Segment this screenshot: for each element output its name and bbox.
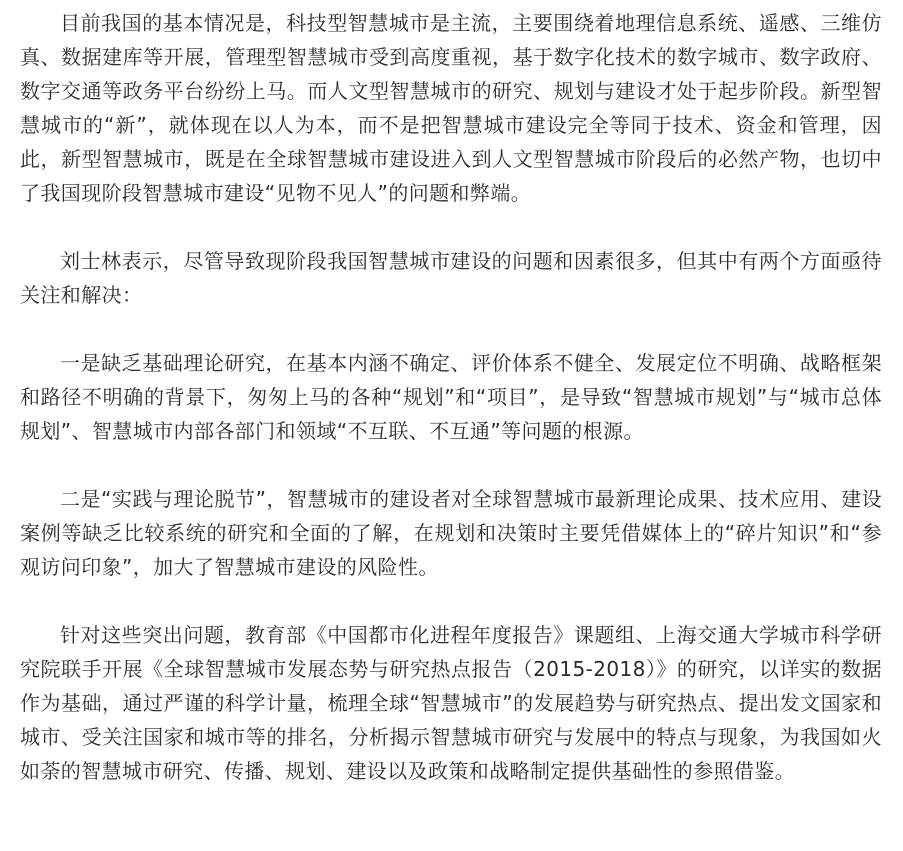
paragraph-basic-situation: 目前我国的基本情况是，科技型智慧城市是主流，主要围绕着地理信息系统、遥感、三维仿真、数据建库等开展，管理型智慧城市受到高度重视，基于数字化技术的数字城市、数字政府、数字交通等政务平台纷纷上马。而人文型智慧城市的研究、规划与建设才处于起步阶段。新型智慧城市的“新”，就体现在以人为本，而不是把智慧城市建设完全等同于技术、资金和管理，因此，新型智慧城市，既是在全球智慧城市建设进入到人文型智慧城市阶段后的必然产物，也切中了我国现阶段智慧城市建设“见物不见人”的问题和弊端。 <box>20 11 882 205</box>
paragraph-spacer <box>20 210 882 244</box>
paragraph-spacer <box>20 312 882 346</box>
paragraph-issue-two: 二是“实践与理论脱节”，智慧城市的建设者对全球智慧城市最新理论成果、技术应用、建设案例等缺乏比较系统的研究和全面的了解，在规划和决策时主要凭借媒体上的“碎片知识”和“参观访问印象”，加大了智慧城市建设的风险性。 <box>20 487 882 579</box>
paragraph-report-research: 针对这些突出问题，教育部《中国都市化进程年度报告》课题组、上海交通大学城市科学研究院联手开展《全球智慧城市发展态势与研究热点报告（2015-2018）》的研究，以详实的数据作为基础，通过严谨的科学计量，梳理全球“智慧城市”的发展趋势与研究热点、提出发文国家和城市、受关注国家和城市等的排名，分析揭示智慧城市研究与发展中的特点与现象，为我国如火如荼的智慧城市研究、传播、规划、建设以及政策和战略制定提供基础性的参照借鉴。 <box>20 623 882 783</box>
paragraph-liu-shilin-statement: 刘士林表示，尽管导致现阶段我国智慧城市建设的问题和因素很多，但其中有两个方面亟待关注和解决： <box>20 249 882 307</box>
paragraph-spacer <box>20 448 882 482</box>
article-body <box>20 6 882 788</box>
paragraph-spacer <box>20 584 882 618</box>
paragraph-issue-one: 一是缺乏基础理论研究，在基本内涵不确定、评价体系不健全、发展定位不明确、战略框架和路径不明确的背景下，匆匆上马的各种“规划”和“项目”，是导致“智慧城市规划”与“城市总体规划”、智慧城市内部各部门和领域“不互联、不互通”等问题的根源。 <box>20 351 882 443</box>
